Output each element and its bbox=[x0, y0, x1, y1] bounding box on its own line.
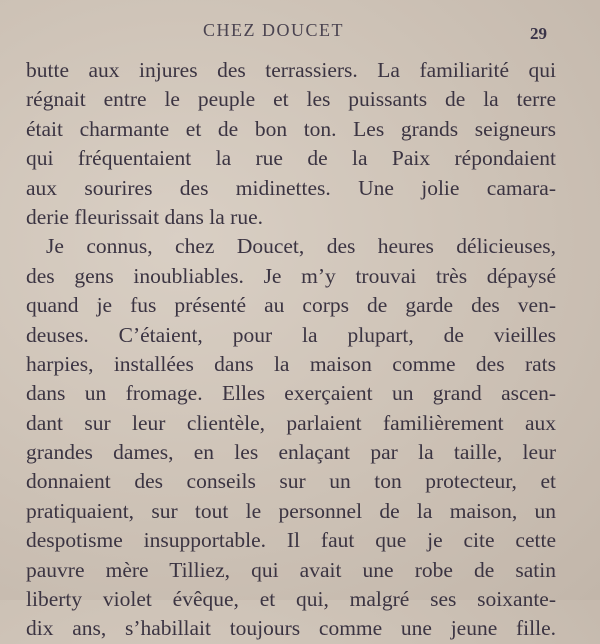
text-line: deuses. C’étaient, pour la plupart, de vieilles bbox=[26, 322, 556, 347]
text-line: grandes dames, en les enlaçant par la taille, leur bbox=[26, 440, 556, 465]
body-text bbox=[26, 56, 556, 644]
text-line: aux sourires des midinettes. Une jolie camara- bbox=[26, 175, 556, 200]
text-line: des gens inoubliables. Je m’y trouvai très dépaysé bbox=[26, 263, 556, 288]
running-head bbox=[0, 20, 600, 44]
text-line: dans un fromage. Elles exerçaient un grand ascen- bbox=[26, 381, 556, 406]
text-line: pauvre mère Tilliez, qui avait une robe de satin bbox=[26, 557, 556, 582]
text-line: derie fleurissait dans la rue. bbox=[26, 204, 264, 229]
text-line-indented: Je connus, chez Doucet, des heures délicieuses, bbox=[46, 234, 556, 259]
text-line: était charmante et de bon ton. Les grands seigneurs bbox=[26, 116, 556, 141]
text-line: donnaient des conseils sur un ton protecteur, et bbox=[26, 469, 556, 494]
text-line: liberty violet évêque, et qui, malgré ses soixante- bbox=[26, 587, 556, 612]
text-line: qui fréquentaient la rue de la Paix répondaient bbox=[26, 146, 556, 171]
text-line: quand je fus présenté au corps de garde des ven- bbox=[26, 293, 556, 318]
running-title: CHEZ DOUCET bbox=[203, 20, 344, 40]
text-line: pratiquaient, sur tout le personnel de la maison, un bbox=[26, 498, 556, 523]
text-line: harpies, installées dans la maison comme des rats bbox=[26, 351, 556, 376]
page-number: 29 bbox=[530, 24, 547, 43]
text-line: butte aux injures des terrassiers. La familiarité qui bbox=[26, 58, 556, 82]
text-line: dix ans, s’habillait toujours comme une jeune fille. bbox=[26, 616, 556, 641]
text-line: despotisme insupportable. Il faut que je cite cette bbox=[26, 528, 556, 553]
text-line: régnait entre le peuple et les puissants de la terre bbox=[26, 87, 556, 112]
text-line: dant sur leur clientèle, parlaient familièrement aux bbox=[26, 410, 556, 435]
